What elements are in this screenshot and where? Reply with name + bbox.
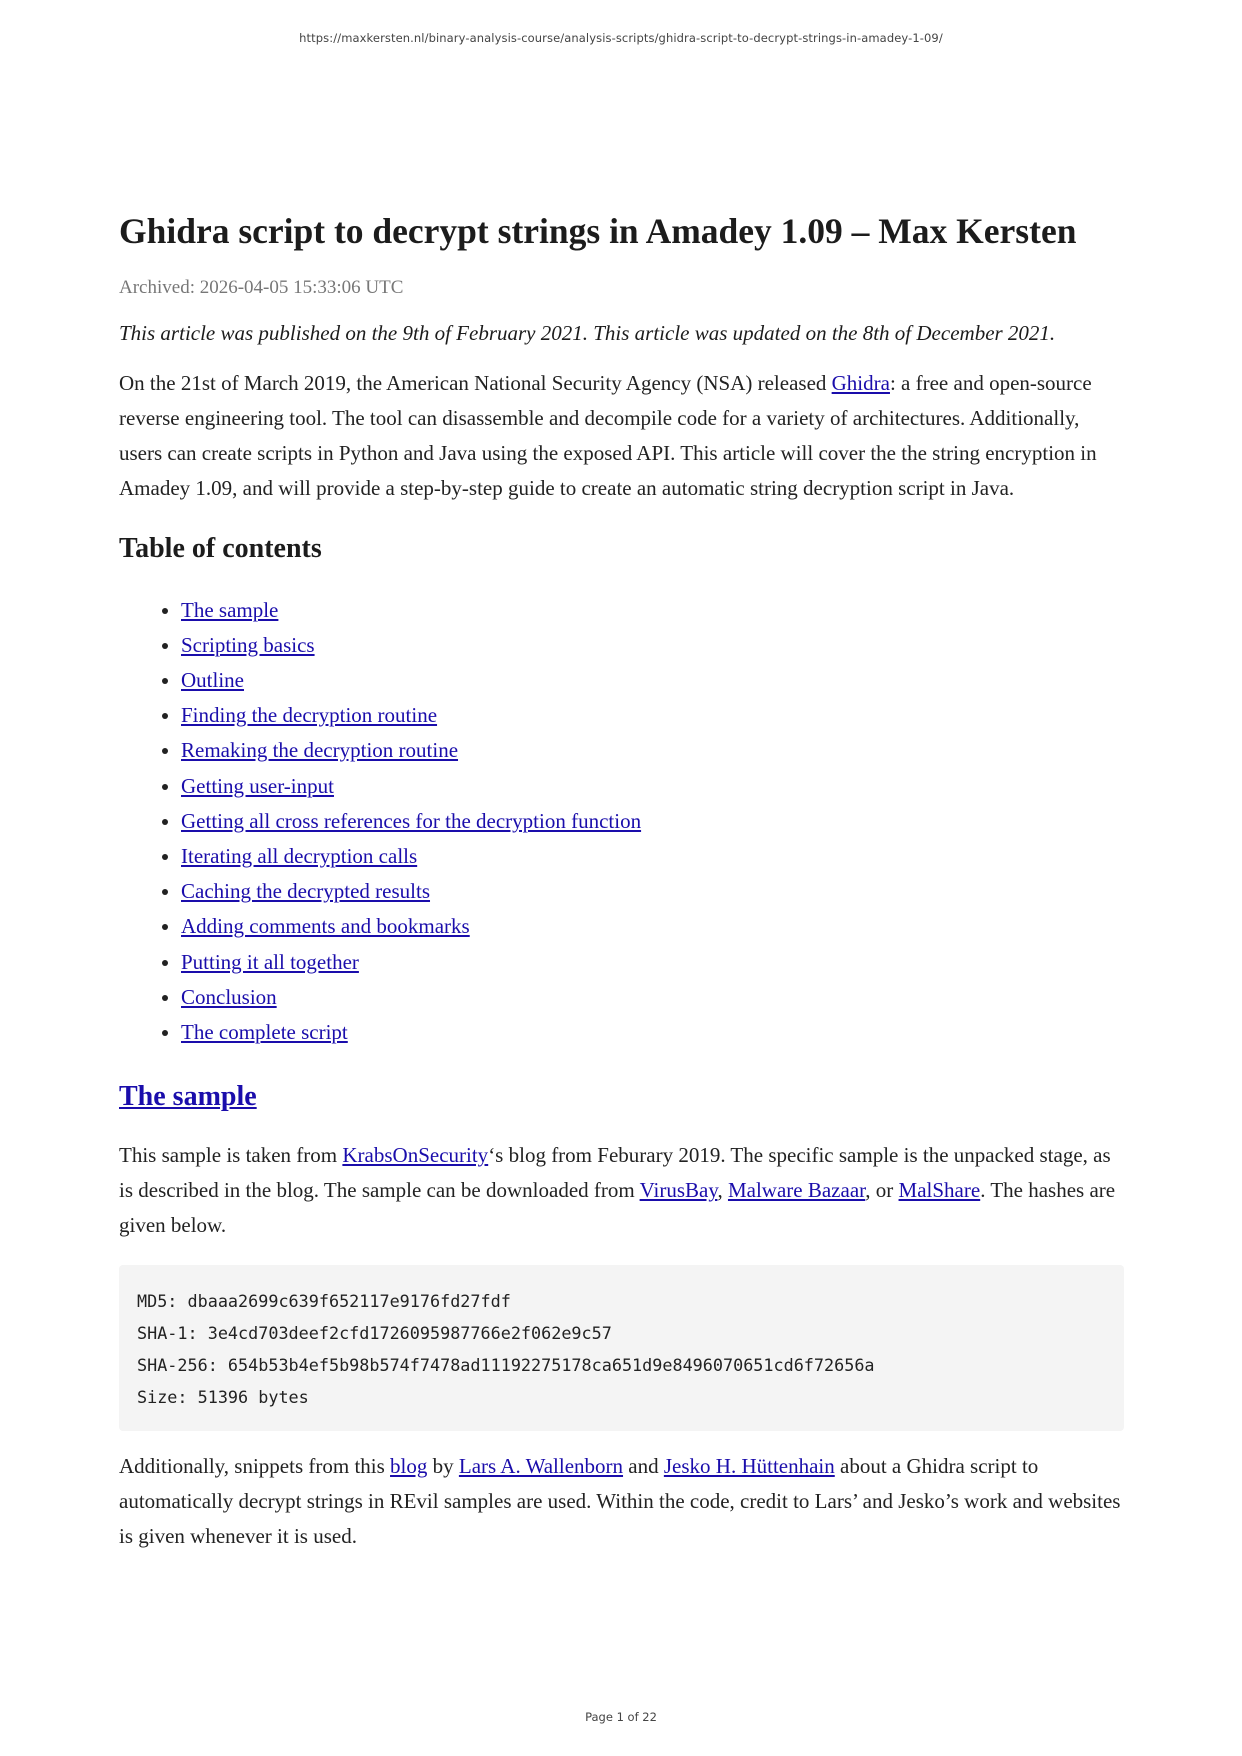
credits-text-1: Additionally, snippets from this xyxy=(119,1454,391,1479)
toc-link-scripting-basics[interactable]: Scripting basics xyxy=(181,632,315,657)
toc-item xyxy=(181,733,1124,768)
archived-timestamp: Archived: 2026-04-05 15:33:06 UTC xyxy=(119,276,404,298)
toc-item xyxy=(181,945,1124,980)
toc-link-putting-together[interactable]: Putting it all together xyxy=(181,949,359,974)
toc-link-caching-results[interactable]: Caching the decrypted results xyxy=(181,879,431,904)
toc-item xyxy=(181,874,1124,909)
credits-text-2: by xyxy=(427,1454,459,1479)
krabsonsecurity-link[interactable]: KrabsOnSecurity xyxy=(342,1143,489,1168)
page-url-header: https://maxkersten.nl/binary-analysis-course/analysis-scripts/ghidra-script-to-decrypt-strings-in-amadey-1-09/ xyxy=(299,31,943,45)
toc-title: Table of contents xyxy=(119,532,322,564)
toc-item xyxy=(181,663,1124,698)
jesko-huettenhain-link[interactable]: Jesko H. Hüttenhain xyxy=(663,1454,835,1479)
toc-link-cross-references[interactable]: Getting all cross references for the decryption function xyxy=(181,808,642,833)
ghidra-link[interactable]: Ghidra xyxy=(831,370,890,395)
lars-wallenborn-link[interactable]: Lars A. Wallenborn xyxy=(458,1454,624,1479)
article-title: Ghidra script to decrypt strings in Amadey 1.09 – Max Kersten xyxy=(119,211,1077,251)
toc-link-comments-bookmarks[interactable]: Adding comments and bookmarks xyxy=(181,914,470,939)
toc-item xyxy=(181,839,1124,874)
toc-item xyxy=(181,593,1124,628)
published-note: This article was published on the 9th of February 2021. This article was updated on the 8th of December 2021. xyxy=(119,320,1056,345)
toc-item xyxy=(181,769,1124,804)
toc-link-complete-script[interactable]: The complete script xyxy=(181,1020,348,1045)
sample-text-1: This sample is taken from xyxy=(119,1143,343,1168)
malshare-link[interactable]: MalShare xyxy=(898,1178,981,1203)
sample-text-3: , xyxy=(717,1178,728,1203)
toc-item xyxy=(181,804,1124,839)
section-anchor-the-sample[interactable]: The sample xyxy=(119,1081,257,1113)
toc-link-the-sample[interactable]: The sample xyxy=(181,597,279,622)
sample-text-5: . The hashes are given below. xyxy=(119,1178,1116,1238)
blog-link[interactable]: blog xyxy=(390,1454,428,1479)
toc-item xyxy=(181,909,1124,944)
credits-text-4: about a Ghidra script to automatically decrypt strings in REvil samples are used. Within the code, credit to Lars’ and Jesko’s work and websites is given whenever it is used. xyxy=(119,1454,1121,1549)
credits-paragraph xyxy=(119,1449,1124,1554)
sample-paragraph xyxy=(119,1138,1124,1243)
section-heading-the-sample xyxy=(119,1081,1124,1113)
toc-link-remaking-decryption-routine[interactable]: Remaking the decryption routine xyxy=(181,738,459,763)
intro-text-2: : a free and open-source reverse engineering tool. The tool can disassemble and decompile code for a variety of architectures. Additionally, users can create scripts in Python and Java using the exposed API. This article will cover the the string encryption in Amadey 1.09, and will provide a step-by-step guide to create an automatic string decryption script in Java. xyxy=(119,370,1097,500)
toc-item xyxy=(181,1015,1124,1050)
page-number-footer: Page 1 of 22 xyxy=(585,1710,657,1724)
hashes-code-block xyxy=(119,1265,1124,1431)
intro-paragraph xyxy=(119,366,1124,506)
toc-item xyxy=(181,698,1124,733)
toc-link-finding-decryption-routine[interactable]: Finding the decryption routine xyxy=(181,703,438,728)
code-line-sha1: SHA-1: 3e4cd703deef2cfd1726095987766e2f062e9c57 xyxy=(137,1323,612,1344)
sample-text-4: , or xyxy=(865,1178,899,1203)
toc-list xyxy=(119,593,1124,1051)
virusbay-link[interactable]: VirusBay xyxy=(639,1178,718,1203)
sample-text-2: ‘s blog from Feburary 2019. The specific sample is the unpacked stage, as is described in the blog. The sample can be downloaded from xyxy=(119,1143,1111,1203)
toc-item xyxy=(181,980,1124,1015)
intro-text-1: On the 21st of March 2019, the American National Security Agency (NSA) released xyxy=(119,370,832,395)
malware-bazaar-link[interactable]: Malware Bazaar xyxy=(727,1178,866,1203)
code-line-md5: MD5: dbaaa2699c639f652117e9176fd27fdf xyxy=(137,1291,511,1312)
toc-link-getting-user-input[interactable]: Getting user-input xyxy=(181,773,334,798)
toc-link-conclusion[interactable]: Conclusion xyxy=(181,984,277,1009)
code-line-size: Size: 51396 bytes xyxy=(137,1387,309,1408)
credits-text-3: and xyxy=(623,1454,664,1479)
toc-link-outline[interactable]: Outline xyxy=(181,668,244,692)
toc-link-iterating-calls[interactable]: Iterating all decryption calls xyxy=(181,844,418,869)
article-content xyxy=(119,210,1124,1554)
toc-item xyxy=(181,628,1124,663)
code-line-sha256: SHA-256: 654b53b4ef5b98b574f7478ad11192275178ca651d9e8496070651cd6f72656a xyxy=(137,1355,875,1376)
